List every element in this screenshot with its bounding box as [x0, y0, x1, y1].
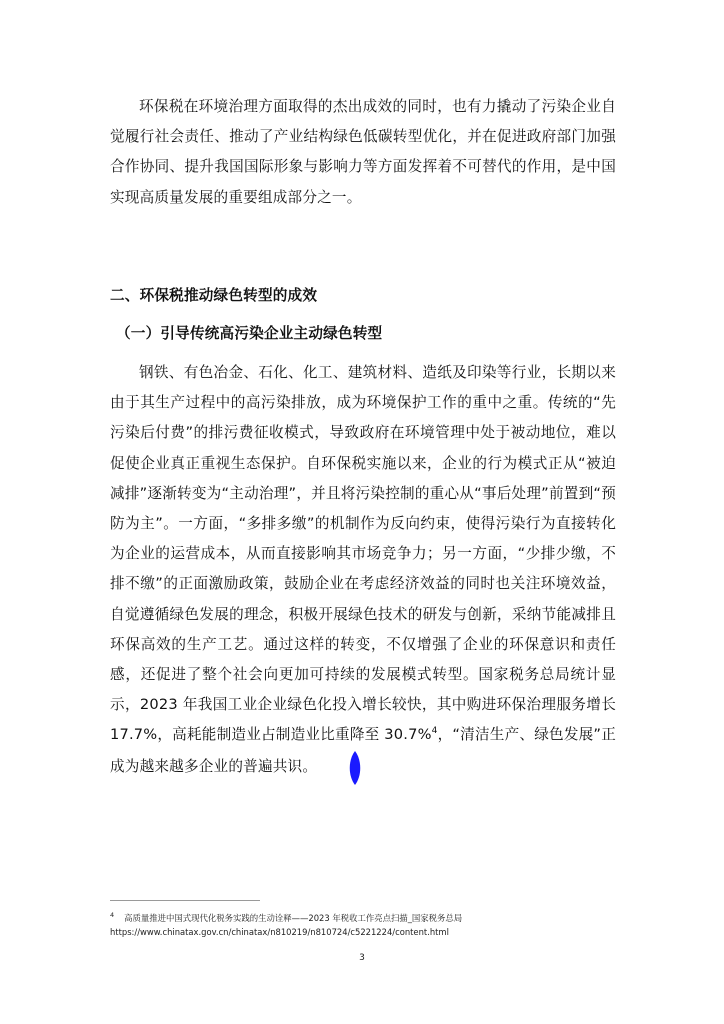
body-paragraph-tail: ，“清洁生产、绿色发展”正成为越来越多企业的普遍共识。	[110, 726, 616, 775]
body-paragraph-text: 钢铁、有色冶金、石化、化工、建筑材料、造纸及印染等行业，长期以来由于其生产过程中的高污染排放，成为环境保护工作的重中之重。传统的“先污染后付费”的排污费征收模式，导致政府在环境管理中处于被动地位，难以促使企业真正重视生态保护。自环保税实施以来，企业的行为模式正从“被迫减排”逐渐转变为“主动治理”，并且将污染控制的重心从“事后处理”前置到“预防为主”。一方面，“多排多缴”的机制作为反向约束，使得污染行为直接转化为企业的运营成本，从而直接影响其市场竞争力；另一方面，“少排少缴，不排不缴”的正面激励政策，鼓励企业在考虑经济效益的同时也关注环境效益，自觉遵循绿色发展的理念，积极开展绿色技术的研发与创新，采纳节能减排且环保高效的生产工艺。通过这样的转变，不仅增强了企业的环保意识和责任感，还促进了整个社会向更加可持续的发展模式转型。国家税务总局统计显示，2023 年我国工业企业绿色化投入增长较快，其中购进环保治理服务增长 17.7%，高耗能制造业占制造业比重降至 30.7%	[110, 364, 616, 744]
footnote-title-line	[110, 908, 630, 925]
footnote-url[interactable]: https://www.chinatax.gov.cn/chinatax/n810219/n810724/c5221224/content.html	[110, 926, 449, 937]
footnote	[110, 908, 630, 939]
footnote-divider	[110, 900, 260, 901]
subsection-heading: （一）引导传统高污染企业主动绿色转型	[116, 325, 383, 342]
footnote-title: 高质量推进中国式现代化税务实践的生动诠释——2023 年税收工作亮点扫描_国家税务总局	[124, 912, 463, 923]
footnote-number: 4	[110, 911, 115, 919]
body-paragraph	[110, 358, 616, 785]
page-number: 3	[359, 953, 365, 963]
intro-paragraph: 环保税在环境治理方面取得的杰出成效的同时，也有力撬动了污染企业自觉履行社会责任、推动了产业结构绿色低碳转型优化，并在促进政府部门加强合作协同、提升我国国际形象与影响力等方面发挥着不可替代的作用，是中国实现高质量发展的重要组成部分之一。	[110, 98, 616, 206]
blue-lens-cursor-icon	[319, 751, 333, 785]
section-heading: 二、环保税推动绿色转型的成效	[110, 287, 318, 304]
footnote-reference[interactable]: 4	[431, 726, 438, 737]
